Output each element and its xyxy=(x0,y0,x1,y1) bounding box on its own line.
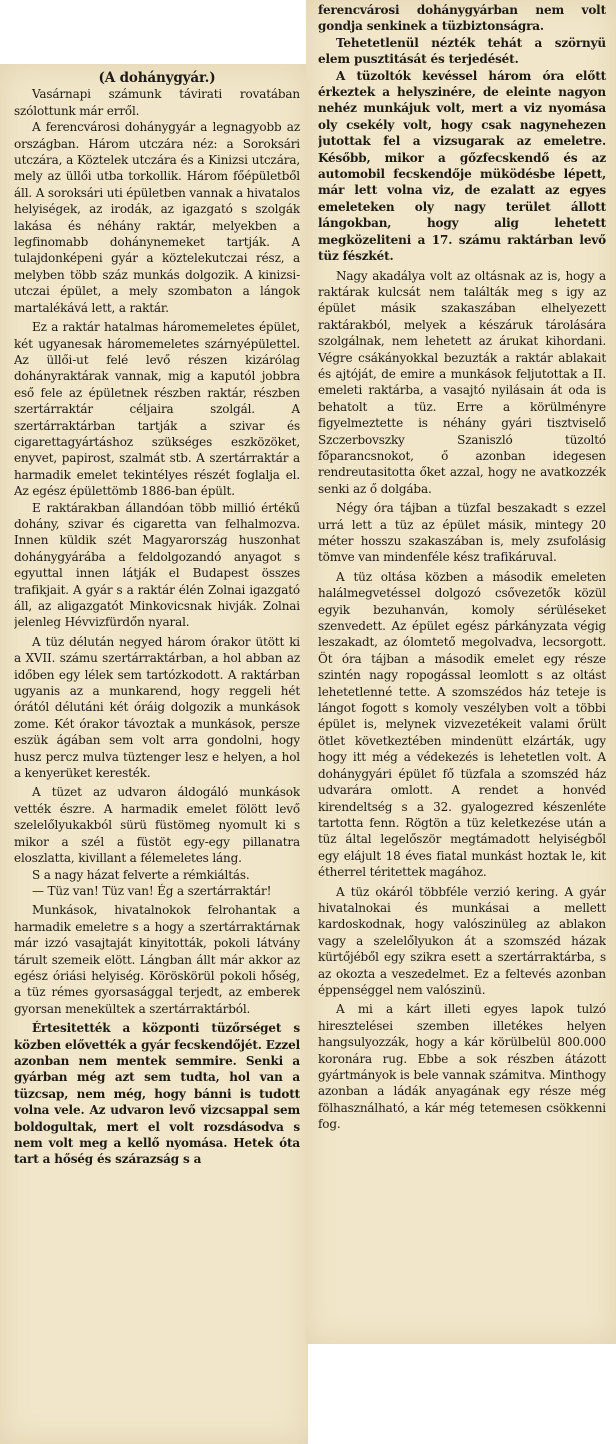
paragraph: A tüz délután negyed három órakor ütött ki a XVII. számu szertárraktárban, a hol abban az időben egy lélek sem tartózkodott. A raktárban ugyanis az a munkarend, hogy reggeli hét órától délutáni két óráig dolgozik a munkások zome. Két órakor távoztak a munkások, persze eszük ágában sem volt arra gondolni, hogy husz percz mulva tüztenger lesz e helyen, a hol a kenyerüket keresték. xyxy=(14,634,300,781)
article-column-right xyxy=(318,2,606,1338)
paragraph: Nagy akadálya volt az oltásnak az is, hogy a raktárak kulcsát nem találták meg s igy az épület másik szakaszában elhelyezett raktárakból, melyek a készáruk tárolására szolgálnak, nem lehetett az árukat kihordani. Végre csákányokkal bezuzták a raktár ablakait és ajtóját, de emire a munkások feljutottak a II. emeleti raktárba, a vasajtó nyilásain át oda is behatolt a tüz. Erre a körülményre figyelmeztette is néhány gyári tisztviselő Szczerbovszky Szaniszló tüzoltó főparancsnokot, ő azonban idegesen rendreutasitotta őket azzal, hogy ne avatkozzék senki az ő dolgába. xyxy=(318,268,606,496)
paragraph: A tüz okáról többféle verzió kering. A gyár hivatalnokai és munkásai a mellett kardoskodnak, hogy valószinüleg az ablakon vagy a szelelőlyukon át a szomszéd házak kürtőjéből egy szikra esett a szertárraktárba, s az okozta a veszedelmet. Ez a feltevés azonban éppenséggel nem valószinü. xyxy=(318,884,606,997)
paragraph: Munkások, hivatalnokok felrohantak a harmadik emeletre s a hogy a szertárraktárnak már izzó vasajtaját kinyitották, pokoli látvány tárult szemeik elött. Lángban állt már akkor az egész óriási helyiség. Köröskörül pokoli hőség, a tüz rémes gyorsasággal terjedt, az emberek gyorsan menekültek a szertárraktárból. xyxy=(14,903,300,1016)
paragraph: Tehetetlenül nézték tehát a szörnyü elem pusztitását és terjedését. xyxy=(318,35,606,67)
paragraph: A tüzoltók kevéssel három óra előtt érkeztek a helyszinére, de eleinte nagyon nehéz munkájuk volt, mert a viz nyomása oly csekély volt, hogy csak nagynehezen jutottak fel a vizsugarak az emeletre. Később, mikor a gőzfecskendő és az automobil fecskendője müködésbe lépett, már lett volna viz, de ezalatt az egyes emeleteken oly nagy terület állott lángokban, hogy alig lehetett megközeliteni a 17. számu raktárban levő tüz fészkét. xyxy=(318,68,606,264)
paragraph: A tüz oltása közben a második emeleten halálmegvetéssel dolgozó csővezetők közül egyik bezuhanván, komoly sérüléseket szenvedett. Az épület egész párkányzata végig leszakadt, az ólomtető megolvadva, lecsorgott. Öt óra tájban a második emelet egy része szintén nagy ropogással leomlott s az oltást lehetetlenné tette. A szomszédos ház teteje is lángot fogott s komoly veszélyben volt a többi épület is, melynek vizvezetékeit valami őrült ötlet következtében mindenütt elzárták, ugy hogy itt még a védekezés is lehetetlen volt. A dohánygyári épület fő tüzfala a szomszéd ház udvarára omlott. A rendet a honvéd kirendeltség s a 32. gyalogezred készenléte tartotta fenn. Rögtön a tüz keletkezése után a tüz által legelőször megtámadott helyiségből egy elájult 18 éves fiatal munkást hoztak le, kit étherrel téritettek magához. xyxy=(318,569,606,880)
paragraph: A tüzet az udvaron áldogáló munkások vették észre. A harmadik emelet fölött levő szelelőlyukakból sürü füstömeg nyomult ki s mikor a szél a füstöt egy-egy pillanatra eloszlatta, kivillant a félemeletes láng. xyxy=(14,785,300,866)
article-column-left xyxy=(14,70,300,1436)
paragraph: Értesitették a központi tüzőrséget s közben elővették a gyár fecskendőjét. Ezzel azonban nem mentek semmire. Senki a gyárban még azt sem tudta, hol van a tüzcsap, nem még, hogy bánni is tudott volna vele. Az udvaron levő vizcsappal sem boldogultak, mert el volt rozsdásodva s nem volt meg a kellő nyomása. Hetek óta tart a hőség és szárazság s a xyxy=(14,1021,300,1167)
paragraph: Vasárnapi számunk távirati rovatában szólottunk már erről. xyxy=(14,87,300,118)
paragraph: E raktárakban állandóan több millió értékű dohány, szivar és cigaretta van felhalmozva. Innen küldik szét Magyarország huszonhat dohánygyárába a feldolgozandó anyagot s egyuttal innen látják el Budapest összes trafikjait. A gyár s a raktár élén Zolnai igazgató áll, az aligazgatót Minkovicsnak hivják. Zolnai jelenleg Hévvizfürdőn nyaral. xyxy=(14,500,300,630)
paragraph: — Tüz van! Tüz van! Ég a szertárraktár! xyxy=(32,883,272,898)
paragraph: A ferencvárosi dohánygyár a legnagyobb az országban. Három utczára néz: a Soroksári utczára, a Köztelek utczára és a Kinizsi utczára, mely az üllői utba torkollik. Három főépületből áll. A soroksári uti épületben vannak a hivatalos helyiségek, az irodák, az igazgató s szolgák lakása és néhány raktár, melyekben a legfinomabb dohánynemeket tartják. A tulajdonképeni gyár a köztelekutczai rész, a melyben több száz munkás dolgozik. A kinizsi-utczai épület, a mely szombaton a lángok martalékává lett, a raktár. xyxy=(14,120,300,315)
paragraph: A mi a kárt illeti egyes lapok tulzó hiresztelései szemben illetékes helyen hangsulyozzák, hogy a kár körülbelül 800.000 koronára rug. Ebbe a sok részben átázott gyártmányok is bele vannak számitva. Minthogy azonban a ládák anyagának egy része még fölhasználható, a kár még tetemesen csökkenni fog. xyxy=(318,1002,606,1132)
paragraph: Négy óra tájban a tüzfal beszakadt s ezzel urrá lett a tüz az épület másik, mintegy 20 méter hosszu szakaszában is, mely zsufolásig tömve van mindenféle kész trafikáruval. xyxy=(318,501,606,565)
paragraph: S a nagy házat felverte a rémkiáltás. xyxy=(32,867,250,882)
article-title: (A dohánygyár.) xyxy=(98,70,216,86)
paragraph: ferencvárosi dohánygyárban nem volt gondja senkinek a tüzbiztonságra. xyxy=(318,3,606,34)
paragraph: Ez a raktár hatalmas háromemeletes épület, két ugyanesak háromemeletes szárnyépülettel. Az üllői-ut felé levő részen kizárólag dohányraktárak vannak, mig a kaputól jobbra eső fele az épületnek részben raktár, részben szertárraktár céljaira szolgál. A szertárraktárban tartják a szivar és cigarettagyártáshoz szükséges eszközöket, enyvet, papirost, szalmát stb. A szertárraktár a harmadik emelet tekintélyes részét foglalja el. Az egész épülettömb 1886-ban épült. xyxy=(14,320,300,499)
